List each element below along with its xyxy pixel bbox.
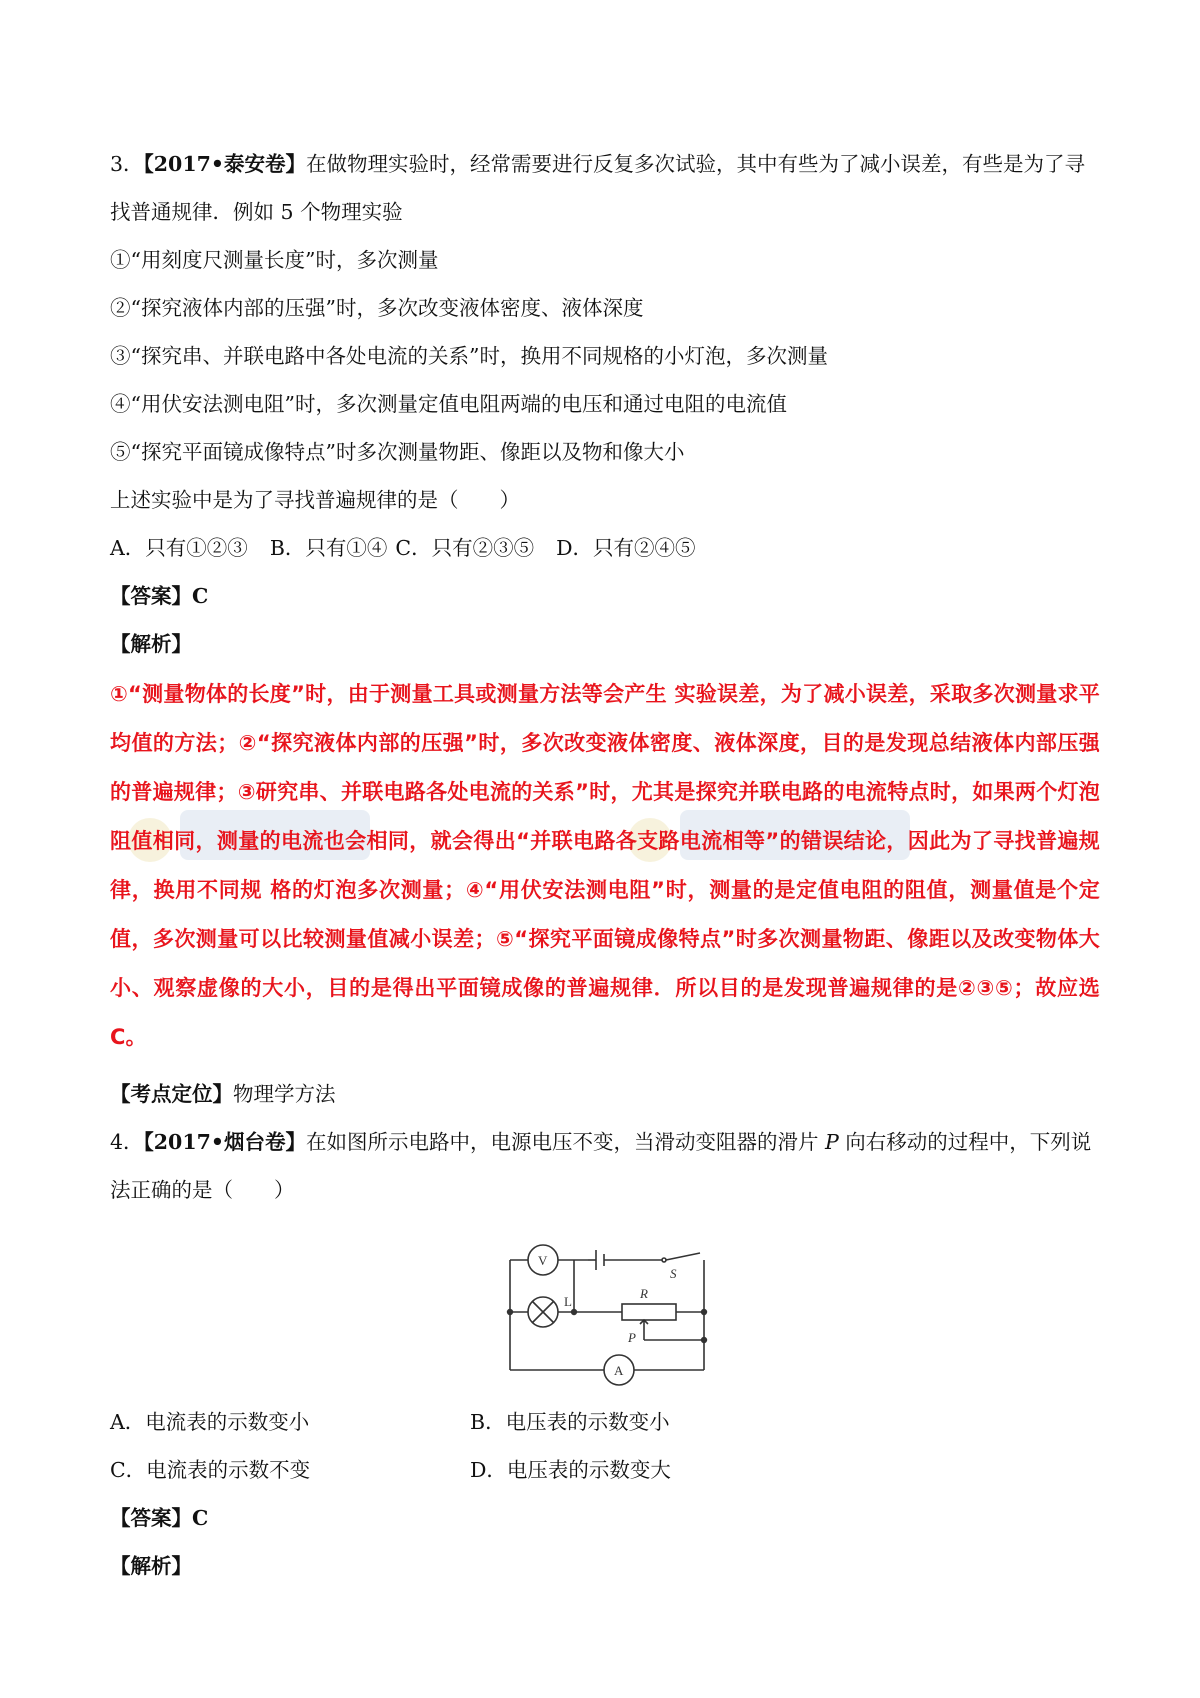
q4-stem-line-1 — [110, 1118, 1100, 1166]
q3-answer-line — [110, 572, 1100, 620]
q3-option-c: C．只有②③⑤ — [395, 536, 535, 560]
q3-options — [110, 524, 1100, 572]
q4-source: 【2017•烟台卷】 — [143, 1130, 306, 1154]
q3-stem-1: 在做物理实验时，经常需要进行反复多次试验，其中有些为了减小误差，有些是为了寻 — [305, 152, 1085, 176]
q3-analysis-text: ①“测量物体的长度”时，由于测量工具或测量方法等会产生 实验误差，为了减小误差，采取多次测量求平均值的方法；②“探究液体内部的压强”时，多次改变液体密度、液体深度，目的是发现总结液体内部压强的普遍规律；③研究串、并联电路各处电流的关系”时，尤其是探究并联电路的电流特点时，如果两个灯泡阻值相同，测量的电流也会相同，就会得出“并联电路各支路电流相等”的错误结论，因此为了寻找普遍规律，换用不同规 格的灯泡多次测量；④“用伏安法测电阻”时，测量的是定值电阻的阻值，测量值是个定值，多次测量可以比较测量值减小误差；⑤“探究平面镜成像特点”时多次测量物距、像距以及改变物体大小、观察虚像的大小，目的是得出平面镜成像的普遍规律．所以目的是发现普遍规律的是②③⑤；故应选 C。 — [110, 682, 1100, 1049]
switch-contact — [662, 1258, 666, 1262]
q3-stem-2: 找普通规律．例如 5 个物理实验 — [110, 200, 403, 224]
q3-item-4: ④“用伏安法测电阻”时，多次测量定值电阻两端的电压和通过电阻的电流值 — [110, 392, 787, 416]
junction-dot-4 — [702, 1338, 707, 1343]
q3-kaodian-line — [110, 1070, 1100, 1118]
q3-option-a: A．只有①②③ — [110, 536, 248, 560]
switch-label: S — [670, 1266, 677, 1281]
resistor-symbol — [622, 1304, 676, 1320]
q4-answer-tag: 【答案】 — [110, 1506, 192, 1530]
q3-kaodian: 物理学方法 — [233, 1082, 336, 1106]
ammeter-label: A — [614, 1363, 624, 1378]
q4-option-d: D．电压表的示数变大 — [470, 1458, 671, 1482]
slider-label: P — [628, 1330, 636, 1345]
q3-item-3: ③“探究串、并联电路中各处电流的关系”时，换用不同规格的小灯泡，多次测量 — [110, 344, 828, 368]
q3-option-b: B．只有①④ — [269, 536, 388, 560]
q3-number: 3． — [110, 152, 144, 176]
q3-kaodian-tag: 【考点定位】 — [110, 1082, 233, 1106]
q4-option-c: C．电流表的示数不变 — [110, 1458, 311, 1482]
q4-option-b: B．电压表的示数变小 — [470, 1410, 670, 1434]
q4-analysis-tag: 【解析】 — [110, 1554, 192, 1578]
circuit-svg — [492, 1220, 732, 1390]
q4-answer: C — [192, 1506, 209, 1530]
q4-stem-1b: 向右移动的过程中，下列说 — [838, 1130, 1092, 1154]
circuit-diagram — [492, 1220, 732, 1390]
q4-options-row-1 — [110, 1398, 1100, 1446]
q3-question: 上述实验中是为了寻找普遍规律的是（ ） — [110, 488, 520, 512]
q4-answer-line — [110, 1494, 1100, 1542]
q4-number: 4． — [110, 1130, 144, 1154]
q3-option-d: D．只有②④⑤ — [556, 536, 696, 560]
junction-dot-3 — [702, 1310, 707, 1315]
q3-source: 【2017•泰安卷】 — [143, 152, 306, 176]
q4-options-row-2 — [110, 1446, 1100, 1494]
junction-dot-2 — [572, 1310, 577, 1315]
q3-analysis-tag: 【解析】 — [110, 632, 192, 656]
q3-item-1: ①“用刻度尺测量长度”时，多次测量 — [110, 248, 439, 272]
resistor-label: R — [640, 1286, 648, 1301]
q3-answer: C — [192, 584, 209, 608]
q3-item-5: ⑤“探究平面镜成像特点”时多次测量物距、像距以及物和像大小 — [110, 440, 685, 464]
document-page — [110, 140, 1100, 1590]
q4-stem-1a: 在如图所示电路中，电源电压不变，当滑动变阻器的滑片 — [305, 1130, 825, 1154]
q4-option-a: A．电流表的示数变小 — [110, 1410, 310, 1434]
q3-answer-tag: 【答案】 — [110, 584, 192, 608]
switch-blade — [666, 1253, 700, 1260]
junction-dot-1 — [508, 1310, 513, 1315]
q3-stem-line-1 — [110, 140, 1100, 188]
q4-slider-p: P — [824, 1130, 839, 1154]
q3-item-2: ②“探究液体内部的压强”时，多次改变液体密度、液体深度 — [110, 296, 644, 320]
lamp-label: L — [564, 1294, 572, 1309]
q4-stem-2: 法正确的是（ ） — [110, 1178, 295, 1202]
voltmeter-label: V — [538, 1253, 548, 1268]
